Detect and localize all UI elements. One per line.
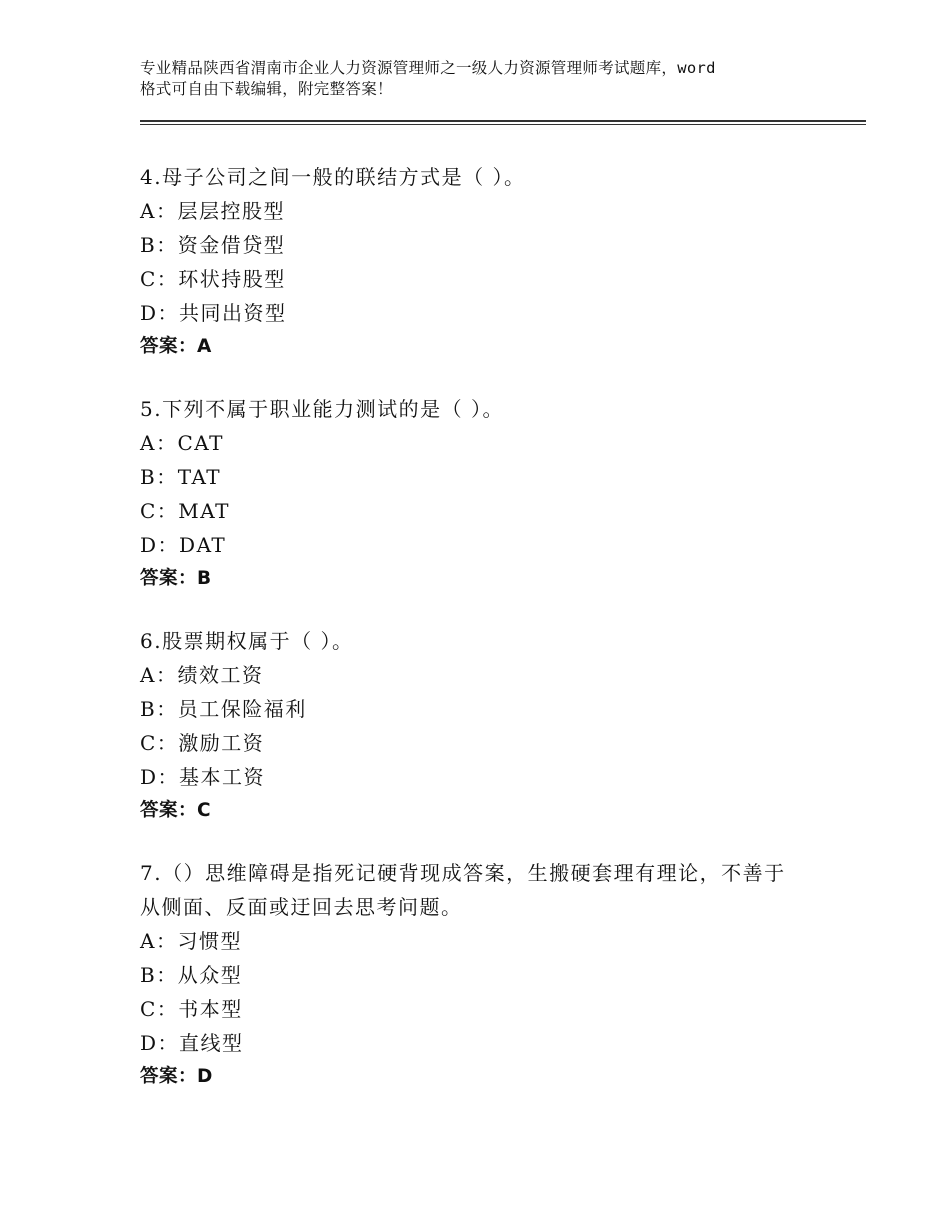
question-6 xyxy=(140,624,840,828)
option-c: C：激励工资 xyxy=(140,731,265,755)
question-stem-line-2: 从侧面、反面或迂回去思考问题。 xyxy=(140,895,463,919)
question-stem: 5.下列不属于职业能力测试的是（ ）。 xyxy=(140,397,504,421)
header-divider-thick xyxy=(140,120,866,122)
option-b: B：资金借贷型 xyxy=(140,233,286,257)
header-divider-thin xyxy=(140,124,866,125)
option-c: C：MAT xyxy=(140,499,230,523)
question-stem: 4.母子公司之间一般的联结方式是（ ）。 xyxy=(140,165,526,189)
option-b: B：TAT xyxy=(140,465,222,489)
question-list xyxy=(140,160,840,1122)
option-d: D：共同出资型 xyxy=(140,301,287,325)
option-a: A：层层控股型 xyxy=(140,199,285,223)
header-line-2: 格式可自由下载编辑，附完整答案！ xyxy=(140,80,393,98)
document-header xyxy=(140,58,840,100)
question-4 xyxy=(140,160,840,364)
option-c: C：环状持股型 xyxy=(140,267,286,291)
question-stem-line-1: 7.（）思维障碍是指死记硬背现成答案，生搬硬套理有理论，不善于 xyxy=(140,861,786,885)
header-line-1: 专业精品陕西省渭南市企业人力资源管理师之一级人力资源管理师考试题库，word xyxy=(140,59,716,77)
option-a: A：绩效工资 xyxy=(140,663,264,687)
option-c: C：书本型 xyxy=(140,997,243,1021)
option-d: D：DAT xyxy=(140,533,227,557)
answer-line: 答案：B xyxy=(140,568,212,589)
option-a: A：习惯型 xyxy=(140,929,242,953)
option-d: D：基本工资 xyxy=(140,765,266,789)
option-a: A：CAT xyxy=(140,431,224,455)
question-7 xyxy=(140,856,840,1094)
answer-line: 答案：A xyxy=(140,336,212,357)
question-stem: 6.股票期权属于（ ）。 xyxy=(140,629,354,653)
answer-line: 答案：C xyxy=(140,800,212,821)
option-b: B：员工保险福利 xyxy=(140,697,307,721)
question-5 xyxy=(140,392,840,596)
option-d: D：直线型 xyxy=(140,1031,244,1055)
answer-line: 答案：D xyxy=(140,1066,213,1087)
option-b: B：从众型 xyxy=(140,963,243,987)
